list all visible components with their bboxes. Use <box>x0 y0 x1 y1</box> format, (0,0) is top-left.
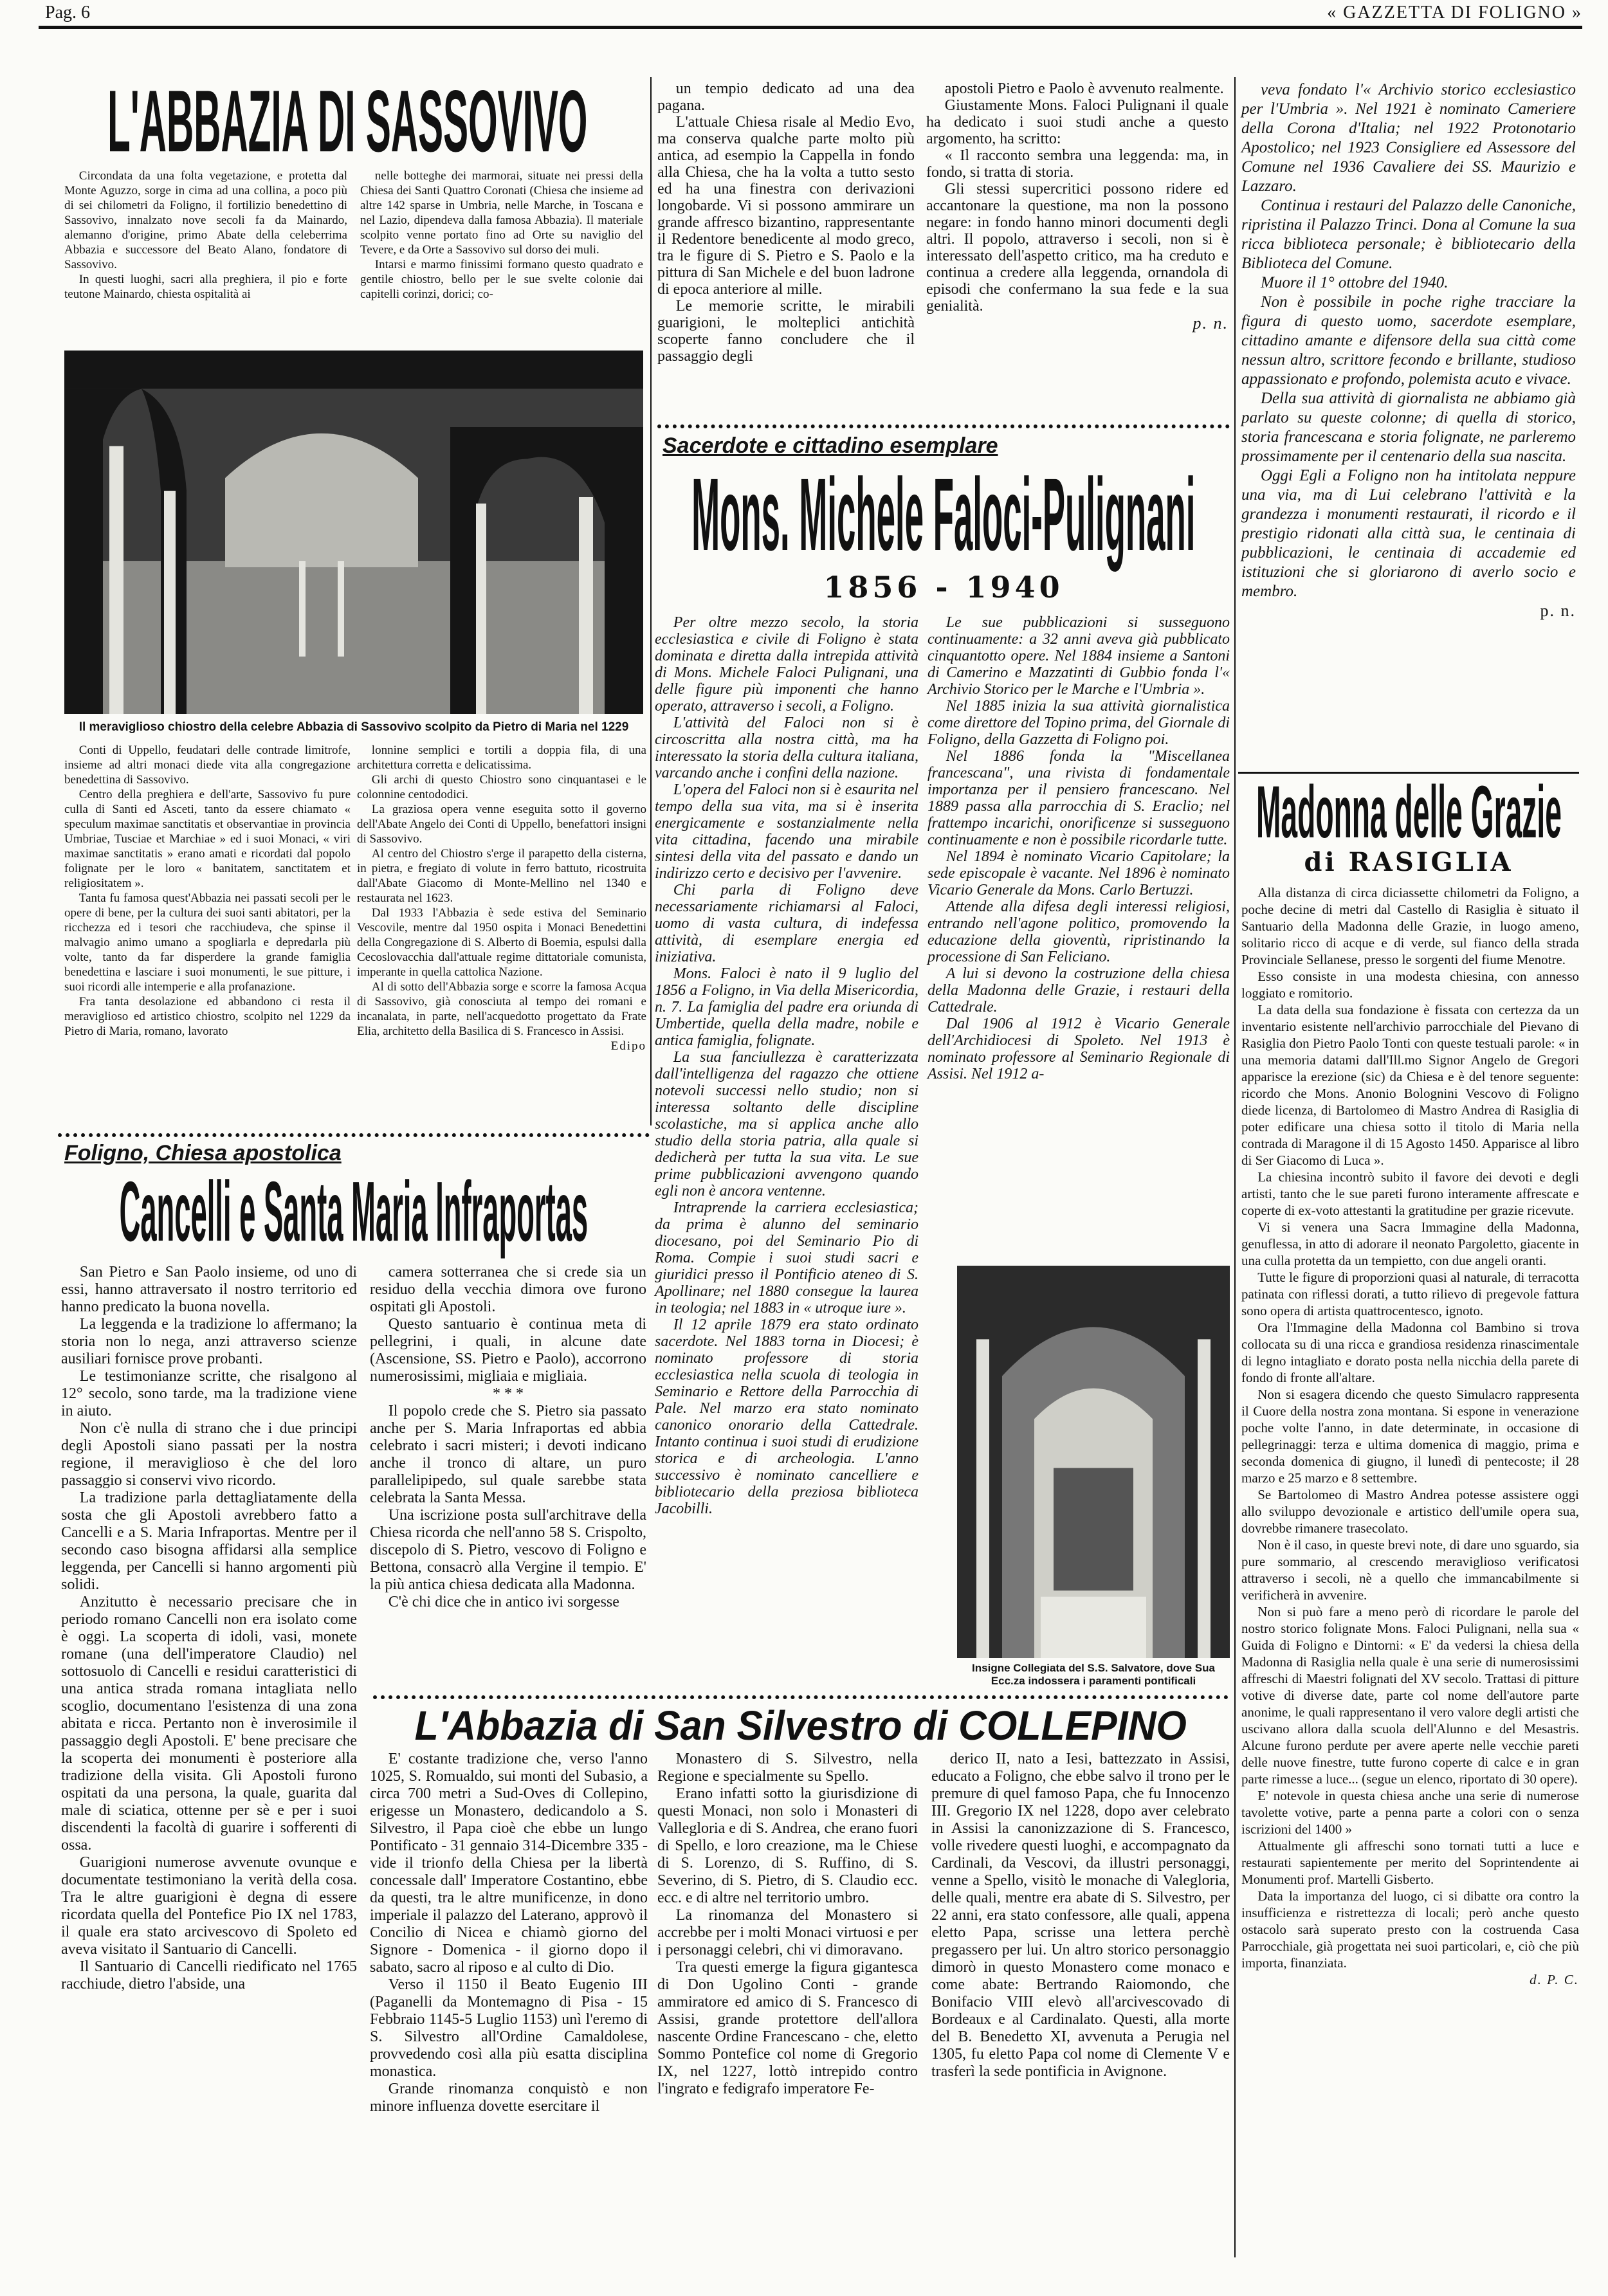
section-divider <box>657 424 1230 428</box>
paragraph: L'attuale Chiesa risale al Medio Evo, ma conserva qualche parte molto più antica, ad esempio la Cappella in fondo alla Chiesa, che ha la volta a tutto sesto ed ha una finestra con derivazioni longobarde. Vi si possono ammirare un grande affresco bizantino, rappresentante il Redentore benedicente al modo greco, tra le figure di S. Pietro e S. Paolo e la pittura di San Michele e del buon ladrone di epoca anteriore al mille. <box>657 114 915 298</box>
cloister-photo-caption: Il meraviglioso chiostro della celebre Abbazia di Sassovivo scolpito da Pietro di Maria nel 1229 <box>78 720 629 734</box>
paragraph: Le memorie scritte, le mirabili guarigioni, le molteplici antichità scoperte fanno concludere che il passaggio degli <box>657 298 915 365</box>
paragraph: L'opera del Faloci non si è esaurita nel tempo della sua vita, ma si è inserita energicamente e sostanzialmente nella vita cittadina, facendo una mirabile sintesi della vita del passato e dando un indirizzo certo e decisivo per l'avvenire. <box>655 781 918 882</box>
rasiglia-signature: d. P. C. <box>1530 1972 1579 1987</box>
paragraph: Attende alla difesa degli interessi religiosi, entrando nell'agone politico, promovendo la educazione della gioventù, ripristinando la processione di San Feliciano. <box>927 898 1230 965</box>
faloci-col2 <box>927 614 1230 1082</box>
paragraph: Gli stessi supercritici possono ridere ed accantonare la questione, ma non la possono negare: in fondo hanno minori documenti degli altri. Il popolo, attraverso i secoli, non si è interessato dell'aspetto critico, ma ha creduto e continua a credere alla leggenda, ornandola di episodi che confermano la sua fede e la sua genialità. <box>926 181 1229 314</box>
page-number: Pag. 6 <box>45 3 90 23</box>
paragraph: L'attività del Faloci non si è circoscritta alla nostra città, ma ha interessato la storia della cultura italiana, varcando anche i confini della nazione. <box>655 715 918 781</box>
paragraph: La chiesina incontrò subito il favore dei devoti e degli artisti, tanto che le sue pareti furono interamente affrescate e coperte di ex-voto attestanti la gratitudine per grazie ricevute. <box>1241 1169 1579 1218</box>
collepino-col2 <box>657 1751 918 2098</box>
header-rule <box>39 26 1582 29</box>
paragraph: La graziosa opera venne eseguita sotto il governo dell'Abate Angelo dei Conti di Uppello, benefattori insigni di Sassovivo. <box>357 803 646 846</box>
paragraphs <box>61 1264 357 1993</box>
paragraph: Non è il caso, in queste brevi note, di dare uno sguardo, sia pure sommario, al crescendo meraviglioso verificatosi attraverso i secoli, nè a quello che immancabilmente si verificherà in avvenire. <box>1241 1537 1579 1603</box>
collepino-title: L'Abbazia di San Silvestro di COLLEPINO <box>414 1702 1187 1749</box>
paragraph: A lui si devono la costruzione della chiesa della Madonna delle Grazie, i restauri della Cattedrale. <box>927 965 1230 1016</box>
paragraph: Anzitutto è necessario precisare che in periodo romano Cancelli non era isolato come è oggi. La scoperta di idoli, vasi, monete romane (una dell'imperatore Claudio) nel sottosuolo di Cancelli e residui caratteristici di una antica strada romana intagliata nello scoglio, documentano l'esistenza di una zona abitata e ricca. Pertanto non è inverosimile il passaggio degli Apostoli. E' bene precisare che la scoperta dei monumenti è posteriore alla tradizione della visita. Gli Apostoli furono ospitati da una persona, la quale, guarita dal male di sciatica, ottenne per sè e per i suoi discendenti la facoltà di guarire i sofferenti di ossa. <box>61 1594 357 1854</box>
paragraph: nelle botteghe dei marmorai, situate nei pressi della Chiesa dei Santi Quattro Coronati (Chiesa che insieme ad altre 142 sparse in Umbria, nelle Marche, in Toscana e nel Lazio, dipendeva dalla famosa Abbazia). Il materiale scolpito venne portato fino ad Orte su naviglio del Tevere, e da Orte a Sassovivo sul dorso dei muli. <box>360 169 643 257</box>
paragraph: Guarigioni numerose avvenute ovunque e documentate testimoniano la verità della cosa. Tra le altre guarigioni è degna di essere ricordata quella del Pontefice Pio IX nel 1783, il quale era stato arcivescovo di Spoleto ed aveva visitato il Santuario di Cancelli. <box>61 1854 357 1958</box>
paragraph: Tutte le figure di proporzioni quasi al naturale, di terracotta patinata con riflessi dorati, a tutto rilievo di pregevole fattura sono opera di artista quattrocentesco, ignoto. <box>1241 1270 1579 1318</box>
paragraph: In questi luoghi, sacri alla preghiera, il pio e forte teutone Mainardo, chiesta ospitalità ai <box>64 273 347 301</box>
paragraphs <box>657 80 915 365</box>
paragraphs <box>370 1751 648 2115</box>
paragraphs <box>360 169 643 302</box>
faloci-kicker: Sacerdote e cittadino esemplare <box>662 433 998 458</box>
paragraphs <box>655 614 918 1517</box>
cancelli-signature: p. n. <box>1192 314 1229 333</box>
cancelli-kicker: Foligno, Chiesa apostolica <box>64 1141 342 1165</box>
paragraph: Alla distanza di circa diciassette chilometri da Foligno, a poche decine di metri dal Castello di Rasiglia è situato il Santuario della Madonna delle Grazie, in luogo ameno, solitario ricco di acque e di verde, sul fianco della strada Provinciale Sellanese, presso le sorgenti del fiume Menotre. <box>1241 885 1579 967</box>
paragraphs <box>657 1751 918 2098</box>
paragraph: camera sotterranea che si crede sia un residuo della vecchia dimora ove furono ospitati gli Apostoli. <box>370 1264 646 1315</box>
paragraph: Non si esagera dicendo che questo Simulacro rappresenta il Cuore della nostra zona montana. Si espone in venerazione poche volte l'anno, in date determinate, in occasione di pellegrinaggi: terza e ultima domenica di maggio, prima e seconda domenica di giugno, il lunedì di pentecoste; il 28 marzo e 25 marzo e 8 settembre. <box>1241 1387 1579 1486</box>
paragraph: Il Santuario di Cancelli riedificato nel 1765 racchiude, dietro l'abside, una <box>61 1958 357 1992</box>
cloister-image <box>64 351 643 714</box>
section-divider <box>373 1695 1229 1699</box>
cancelli-title: Cancelli e Santa Maria Infraportas <box>119 1163 589 1259</box>
paragraphs <box>1241 80 1576 601</box>
faloci-signature: p. n. <box>1540 601 1576 620</box>
paragraph: Muore il 1° ottobre del 1940. <box>1261 274 1448 291</box>
paragraph: Al di sotto dell'Abbazia sorge e scorre la famosa Acqua di Sassovivo, già conosciuta al tempo dei romani e incanalata, in parte, nell'acquedotto progettato da Frate Elia, architetto della Basilica di S. Francesco in Assisi. <box>357 980 646 1038</box>
paragraph: Se Bartolomeo di Mastro Andrea potesse assistere oggi allo sviluppo devozionale e artistico dell'umile opera sua, dovrebbe rimanere trasecolato. <box>1241 1487 1579 1536</box>
paragraph: C'è chi dice che in antico ivi sorgesse <box>388 1594 619 1610</box>
paragraph: Nel 1894 è nominato Vicario Capitolare; la sede episcopale è vacante. Nel 1896 è nominato Vicario Generale da Mons. Carlo Bertuzzi. <box>927 848 1230 898</box>
paragraph: Non c'è nulla di strano che i due principi degli Apostoli siano passati per la nostra regione, il meraviglioso è che del loro passaggio si conservi vivo ricordo. <box>61 1420 357 1489</box>
paragraphs <box>926 80 1229 314</box>
paragraph: Non si può fare a meno però di ricordare le parole del nostro storico folignate Mons. Faloci Pulignani, nella sua « Guida di Foligno e Dintorni: « E' da vedersi la chiesa della Madonna di Rasiglia nella quale è una serie di numerosissimi affreschi di Maestri folignati del XV secolo. Trattasi di pitture votive di diverse date, parte col nome dell'autore parte anonime, le quali rappresentano il vero valore degli artisti che uscivano allora dalla scuola dell'Alunno e del Mesastris. Alcune furono perdute per avere aperte nelle vecchie pareti delle nuove finestre, tutte furono coperte di calce e in gran parte rimesse a luce... (segue un elenco, riportato di 30 opere). <box>1241 1604 1579 1787</box>
paragraph: Esso consiste in una modesta chiesina, con annesso loggiato e romitorio. <box>1241 969 1579 1001</box>
paragraph: Centro della preghiera e dell'arte, Sassovivo fu pure culla di Santi ed Asceti, tanto da essere chiamato « speculum maximae sanctitatis et observantiae in provincia Umbriae, Tusciae et Marchiae » ed i suoi Monaci, « viri maximae sanctitatis » erano amati e ricordati dal popolo folignate per le loro « banitatem, sanctitatem et religiositatem ». <box>64 788 351 890</box>
paragraph: lonnine semplici e tortili a doppia fila, di una architettura corretta e delicatissima. <box>357 743 646 772</box>
paragraph: derico II, nato a Iesi, battezzato in Assisi, educato a Foligno, che ebbe salvo il trono per le premure di quel famoso Papa, che fu Innocenzo III. Gregorio IX nel 1228, dopo aver celebrato in Assisi la canonizzazione di S. Francesco, volle rivedere questi luoghi, e accompagnato da Cardinali, da Vescovi, da illustri personaggi, venne a Spello, visitò le monache di Valegloria, delle quali, mentre era abate di S. Silvestro, per 22 anni, era stato confessore, alle quali, appena eletto Papa, scrisse una lettera perchè pregassero per lui. Un altro storico personaggio dimorò in questo Monastero come monaco e come abate: Bertrando Raiomondo, che Bonifacio VIII elevò all'arcivescovado di Bordeaux e al Cardinalato. Questi, alla morte del B. Benedetto XI, avvenuta a Perugia nel 1305, fu eletto Papa col nome di Clemente V e trasferì la sede pontificia in Avignone. <box>931 1751 1230 2080</box>
cancelli-col3 <box>657 80 915 365</box>
cancelli-col2 <box>370 1264 646 1611</box>
column-rule <box>650 77 652 1125</box>
rasiglia-col <box>1241 884 1579 1988</box>
paragraph: Chi parla di Foligno deve necessariamente richiamarsi al Faloci, uomo di vasta cultura, di indefessa attività, di esemplare energia ed iniziativa. <box>655 882 918 965</box>
paragraph: Dal 1933 l'Abbazia è sede estiva del Seminario Vescovile, mentre dal 1950 ospita i Monaci Benedettini della Congregazione di S. Alberto di Boemia, espulsi dalla Cecoslovacchia dall'attuale regime dittatoriale comunista, imperante in quella cattolica Nazione. <box>357 906 646 979</box>
paragraph: La data della sua fondazione è fissata con certezza da un inventario esistente nell'archivio parrocchiale del Pievano di Rasiglia don Pietro Paolo Tonti con queste testuali parole: « in una memoria datami dall'Ill.mo Signor Angelo de Gregori apparisce la erezione (sic) da Chiesa e è del tenore seguente: ricordo che Mons. Anonio Bolognini Vescovo di Foligno diede licenza, di Bartolomeo di Mastro Andrea di Rasiglia di poter edificare una chiesa sotto il titolo di Maria nella contrada di Maragone il di 15 Agosto 1450. Apparisce al libro di Ser Giacomo di Luca ». <box>1241 1002 1579 1168</box>
paragraph: E' notevole in questa chiesa anche una serie di numerose tavolette votive, parte a penna parte a colori con o senza iscrizioni del 1400 » <box>1241 1788 1579 1837</box>
paragraph: Oggi Egli a Foligno non ha intitolata neppure una via, ma di Lui celebrano l'attività e la grandezza i monumenti restaurati, il ricordo e il prestigio ridonati alla città sua, le centinaia di pubblicazioni, le centinaia di accademie ed istituzioni che si gloriarono di averlo socio e membro. <box>1241 467 1576 600</box>
faloci-dates: 1856 - 1940 <box>823 570 1064 605</box>
paragraph: La leggenda e la tradizione lo affermano; la storia non lo nega, anzi attraverso scienze ausiliari fornisce prove probanti. <box>61 1316 357 1367</box>
paragraph: Ora l'Immagine della Madonna col Bambino si trova collocata su di una ricca e grandiosa residenza rinascimentale di legno intagliato e dorato posta nella nicchia della parete di fondo di fronte all'altare. <box>1241 1320 1579 1385</box>
paragraph: Grande rinomanza conquistò e non minore influenza dovette esercitare il <box>370 2081 648 2115</box>
rasiglia-subtitle: di RASIGLIA <box>1304 847 1513 877</box>
paragraphs <box>1241 884 1579 1971</box>
paragraphs <box>931 1751 1230 2081</box>
paragraph: Le sue pubblicazioni si susseguono continuamente: a 32 anni aveva già pubblicato cinquantotto opere. Nel 1884 insieme a Santoni di Camerino e Mazzatinti di Gubbio fonda l'« Archivio Storico per le Marche e l'Umbria ». <box>927 614 1230 698</box>
cancelli-col1 <box>61 1264 357 1993</box>
collepino-col1 <box>370 1751 648 2115</box>
paragraph: apostoli Pietro e Paolo è avvenuto realmente. <box>944 80 1224 97</box>
sassovivo-signature: Edipo <box>610 1039 646 1053</box>
paragraphs <box>64 169 347 302</box>
paragraph: San Pietro e San Paolo insieme, od uno di essi, hanno attraversato il nostro territorio ed hanno predicato la buona novella. <box>61 1264 357 1315</box>
paragraph: Vi si venera una Sacra Immagine della Madonna, genuflessa, in atto di adorare il neonato Pargoletto, giacente in una culla protetta da un tempietto, con due angeli oranti. <box>1241 1219 1579 1268</box>
paragraph: E' costante tradizione che, verso l'anno 1025, S. Romualdo, sui monti del Subasio, a circa 700 metri a Sud-Oves di Collepino, erigesse un Monastero, dedicandolo a S. Silvestro, il Papa cioè che ebbe un lungo Pontificato - 31 gennaio 314-Dicembre 335 - vide il trionfo della Chiesa per la libertà concessale dall' Imperatore Costantino, ebbe da questi, tra le altre munificenze, in dono imperiale il palazzo del Laterano, approvò il Concilio di Nicea e chiamò giorno del Signore - Domenica - il giorno dopo il sabato, sacro al riposo e al culto di Dio. <box>370 1751 648 1976</box>
church-interior-image <box>957 1266 1230 1658</box>
paragraph: Questo santuario è continua meta di pellegrini, i quali, in alcune date (Ascensione, SS. Pietro e Paolo), accorrono numerosissimi, migliaia e migliaia. <box>370 1316 646 1385</box>
paragraphs <box>64 743 351 1039</box>
faloci-title: Mons. Michele Faloci-Pulignani <box>691 457 1196 572</box>
paragraph: Della sua attività di giornalista ne abbiamo già parlato su queste colonne; di quella di storico, storia francescana e storia folignate, ne parleremo prossimamente per il centenario della sua nascita. <box>1241 390 1576 465</box>
paragraphs <box>927 614 1230 1082</box>
paragraphs <box>357 743 646 1039</box>
paragraph: Mons. Faloci è nato il 9 luglio del 1856 a Foligno, in Via della Misericordia, n. 7. La famiglia del padre era oriunda di Umbertide, quella della madre, nobile e antica famiglia, folignate. <box>655 965 918 1049</box>
paragraph: un tempio dedicato ad una dea pagana. <box>657 80 915 114</box>
paragraph: Verso il 1150 il Beato Eugenio III (Paganelli da Montemagno di Pisa - 15 Febbraio 1145-5 Luglio 1153) unì l'eremo di S. Silvestro all'Ordine Camaldolese, provvedendo così alla più esatta disciplina monastica. <box>370 1976 648 2080</box>
rasiglia-title: Madonna delle Grazie <box>1256 770 1562 853</box>
paragraph: « Il racconto sembra una leggenda: ma, in fondo, si tratta di storia. <box>926 147 1229 181</box>
paragraph: Tanta fu famosa quest'Abbazia nei passati secoli per le opere di bene, per la cultura dei suoi santi abitatori, per la ricchezza ed i tesori che racchiudeva, che spinse il malvagio animo umano a spogliarla e depredarla più volte, tanto da far disperdere la grande famiglia benedettina e lasciare i suoi monumenti, le sue pitture, i suoi ricordi alle intemperie e alla profanazione. <box>64 891 351 994</box>
column-rule <box>1234 77 1236 2257</box>
paragraph: Erano infatti sotto la giurisdizione di questi Monaci, non solo i Monasteri di Vallegloria e di S. Andrea, che erano fuori di Spello, e loro creazione, ma le Chiese di S. Lorenzo, di S. Ruffino, di S. Severino, di S. Pietro, di S. Claudio ecc. ecc. e di altre nel territorio umbro. <box>657 1785 918 1906</box>
sassovivo-col3 <box>64 743 351 1039</box>
paragraph: Monastero di S. Silvestro, nella Regione e specialmente su Spello. <box>657 1751 918 1785</box>
paragraph: Il 12 aprile 1879 era stato ordinato sacerdote. Nel 1883 torna in Diocesi; è nominato professore di storia ecclesiastica nella scuola di teologia in Seminario e Rettore della Parrocchia di Pale. Nel marzo era stato nominato canonico onorario della Cattedrale. Intanto continua i suoi studi di erudizione storica e di archeologia. L'anno successivo è nominato cancelliere e bibliotecario della preziosa biblioteca Jacobilli. <box>655 1317 918 1517</box>
collepino-col3 <box>931 1751 1230 2081</box>
paragraph: Circondata da una folta vegetazione, e protetta dal Monte Aguzzo, sorge in cima ad una collina, a poco più di sei chilometri da Foligno, il fortilizio benedettino di Sassovivo, innalzato nove secoli fa da Mainardo, alemanno d'origine, primo Abate della celeberrima Abbazia e successore del Beato Alano, fondatore di Sassovivo. <box>64 169 347 271</box>
paragraph: La sua fanciullezza è caratterizzata dall'intelligenza del ragazzo che ottiene notevoli successi nello studio; non si interessa soltanto delle discipline scolastiche, ma si applica anche allo studio della storia patria, alla quale si dedicherà per tutta la sua vita. Le sue prime pubblicazioni avvengono quando egli non è ancora ventenne. <box>655 1049 918 1199</box>
paragraph: Il popolo crede che S. Pietro sia passato anche per S. Maria Infraportas ed abbia celebrato i sacri misteri; i devoti indicano anche il tronco di altare, un puro parallelipipedo, sul quale sarebbe stata celebrata la Santa Messa. <box>370 1403 646 1506</box>
paragraph: Tra questi emerge la figura gigantesca di Don Ugolino Conti - grande ammiratore ed amico di S. Francesco di Assisi, grande protettore dell'allora nascente Ordine Francescano - che, eletto Sommo Pontefice col nome di Gregorio IX, nel 1227, lottò intrepido contro l'ingrato e fedigrafo imperatore Fe- <box>657 1959 918 2097</box>
faloci-col1 <box>655 614 918 1517</box>
faloci-col3 <box>1241 80 1576 621</box>
sassovivo-intro-col2 <box>360 169 643 302</box>
paragraph: Una iscrizione posta sull'architrave della Chiesa ricorda che nell'anno 58 S. Crispolto, discepolo di S. Pietro, vescovo di Foligno e Bettona, consacrò alla Vergine il tempio. E' la più antica chiesa dedicata alla Madonna. <box>370 1507 646 1593</box>
paragraph: Gli archi di questo Chiostro sono cinquantasei e le colonnine centododici. <box>357 773 646 801</box>
paragraph: Intraprende la carriera ecclesiastica; da prima è alunno del seminario diocesano, poi del Seminario Pio di Roma. Compie i suoi studi sacri e giuridici presso il Pontificio ateneo di S. Apollinare; nel 1880 consegue la laurea in teologia; nel 1883 in « utroque iure ». <box>655 1199 918 1317</box>
paragraph: Intarsi e marmo finissimi formano questo quadrato e gentile chiostro, bello per le sue svelte colonie dai capitelli corinzi, dorici; co- <box>360 258 643 301</box>
collegiata-photo-caption: Insigne Collegiata del S.S. Salvatore, dove Sua Ecc.za indossera i paramenti pontificali <box>972 1662 1215 1687</box>
paragraph: Le testimonianze scritte, che risalgono al 12° secolo, sono tarde, ma la tradizione viene in aiuto. <box>61 1368 357 1419</box>
paragraph: veva fondato l'« Archivio storico ecclesiastico per l'Umbria ». Nel 1921 è nominato Cameriere della Corona d'Italia; nel 1922 Protonotario Apostolico; nel 1923 Consigliere ed Assessore del Comune nel 1936 Cavaliere dei SS. Maurizio e Lazzaro. <box>1241 81 1576 195</box>
collegiata-photo <box>957 1266 1230 1658</box>
section-divider <box>58 1133 650 1137</box>
sassovivo-title: L'ABBAZIA DI SASSOVIVO <box>107 71 588 170</box>
sassovivo-col4 <box>357 743 646 1053</box>
paragraph: La rinomanza del Monastero si accrebbe per i molti Monaci virtuosi e per i personaggi celebri, chi vi dimoravano. <box>657 1907 918 1958</box>
paragraph: Attualmente gli affreschi sono tornati tutti a luce e restaurati sapientemente per merito del Soprintendente ai Monumenti prof. Martelli Gisberto. <box>1241 1838 1579 1887</box>
paragraph: La tradizione parla dettagliatamente della sosta che gli Apostoli avrebbero fatto a Cancelli e a S. Maria Infraportas. Mentre per il secondo caso bisogna affidarsi alla semplice leggenda, per Cancelli si hanno argomenti più solidi. <box>61 1490 357 1593</box>
paragraph: Dal 1906 al 1912 è Vicario Generale dell'Archidiocesi di Spoleto. Nel 1913 è nominato professore al Seminario Regionale di Assisi. Nel 1912 a- <box>927 1016 1230 1082</box>
paragraph: Conti di Uppello, feudatari delle contrade limitrofe, insieme ad altri monaci diede vita alla congregazione benedettina di Sassovivo. <box>64 743 351 787</box>
cancelli-col4 <box>926 80 1229 333</box>
paragraph: Per oltre mezzo secolo, la storia ecclesiastica e civile di Foligno è stata dominata e diretta dalla intrepida attività di Mons. Michele Faloci Pulignani, una delle figure più imponenti che hanno operato, attraverso i secoli, a Foligno. <box>655 614 918 715</box>
paragraph: Nel 1885 inizia la sua attività giornalistica come direttore del Topino prima, del Giornale di Foligno, della Gazzetta di Foligno poi. <box>927 698 1230 748</box>
masthead: « GAZZETTA DI FOLIGNO » <box>1327 3 1582 23</box>
paragraphs <box>370 1264 646 1611</box>
paragraph: Non è possibile in poche righe tracciare la figura di questo uomo, sacerdote esemplare, cittadino amante e difensore della sua città come nessun altro, scrittore fecondo e brillante, studioso appassionato e profondo, polemista acuto e vivace. <box>1241 293 1576 388</box>
paragraph: Giustamente Mons. Faloci Pulignani il quale ha dedicato i suoi studi anche a questo argomento, ha scritto: <box>926 97 1229 147</box>
sassovivo-intro-col1 <box>64 169 347 302</box>
cloister-photo <box>64 351 643 714</box>
paragraph: Nel 1886 fonda la "Miscellanea francescana", una rivista di fondamentale importanza per il pensiero francescano. Nel 1889 passa alla parrocchia di S. Eraclio; nel frattempo incarichi, onorificenze si susseguono continuamente e non è possibile ricordarle tutte. <box>927 748 1230 848</box>
paragraph: Al centro del Chiostro s'erge il parapetto della cisterna, in pietra, e fregiato di volute in ferro battuto, ricostruita dall'Abate Giacomo di Monte-Mellino nel 1340 e restaurata nel 1623. <box>357 847 646 905</box>
paragraph: * * * <box>493 1385 524 1402</box>
paragraph: Fra tanta desolazione ed abbandono ci resta il meraviglioso ed artistico chiostro, scolpito nel 1229 da Pietro di Maria, romano, lavorato <box>64 995 351 1038</box>
paragraph: Data la importanza del luogo, ci si dibatte ora contro la insufficienza e ristrettezza di locali; però anche questo ostacolo sarà superato presto con la costruenda Casa Parrocchiale, già progettata nei suoi particolari, e, ciò che più importa, finanziata. <box>1241 1888 1579 1971</box>
paragraph: Continua i restauri del Palazzo delle Canoniche, ripristina il Palazzo Trinci. Dona al Comune la sua ricca biblioteca personale; è bibliotecario della Biblioteca del Comune. <box>1241 197 1576 272</box>
